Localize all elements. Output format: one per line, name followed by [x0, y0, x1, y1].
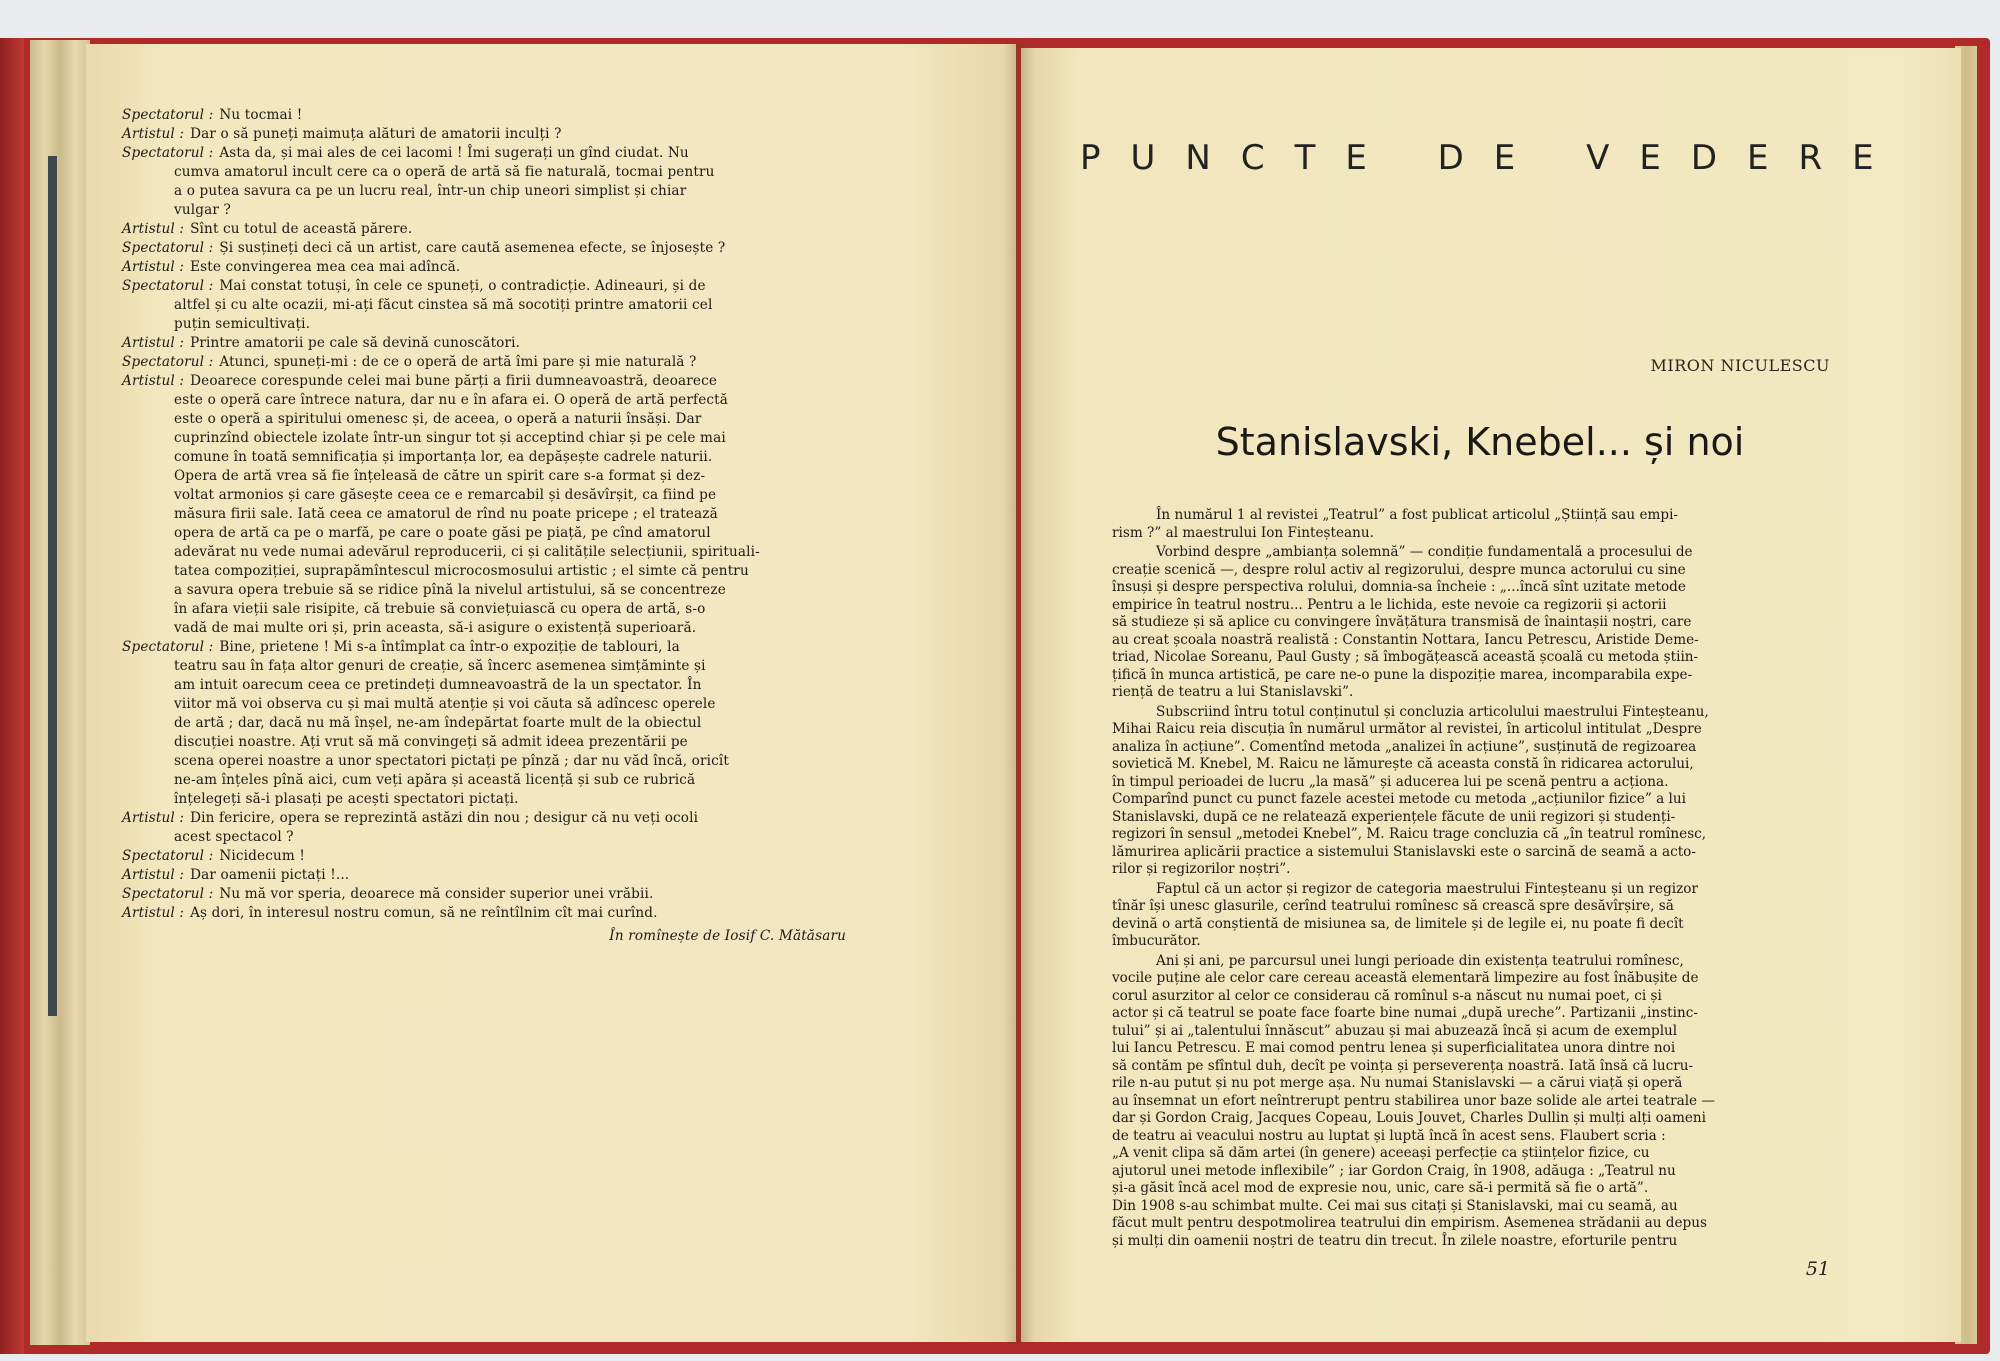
dialogue-line — [122, 258, 852, 277]
dialogue-line-text: puțin semicultivați. — [174, 316, 311, 332]
dialogue-line — [122, 410, 852, 429]
dialogue-line-text: Opera de artă vrea să fie înțeleasă de către un spirit care s-a format și dez- — [174, 468, 706, 484]
article-line: analiza în acțiune”. Comentînd metoda „analizei în acțiune”, susținută de regizoarea — [1112, 738, 1697, 755]
speaker-label: Spectatorul : — [122, 354, 214, 370]
dialogue-line-text: a o putea savura ca pe un lucru real, într-un chip uneori simplist și chiar — [174, 183, 687, 199]
article-line: „A venit clipa să dăm artei (în genere) aceeași perfecție ca științelor fizice, cu — [1112, 1145, 1650, 1161]
dialogue-line-text: de artă ; dar, dacă nu mă înșel, ne-am îndepărtat foarte mult de la obiectul — [174, 715, 702, 731]
article-line: empirice în teatrul nostru... Pentru a le lichida, este nevoie ca regizorii și actorii — [1112, 596, 1667, 613]
dialogue-line-text: scena operei noastre a unor spectatori pictați pe pînză ; dar nu văd încă, oricît — [174, 753, 730, 769]
article-line: ajutorul unei metode inflexibile” ; iar Gordon Craig, în 1908, adăuga : „Teatrul nu — [1112, 1162, 1676, 1179]
dialogue-line-text: cumva amatorul incult cere ca o operă de artă să fie naturală, tocmai pentru — [174, 164, 715, 180]
dialogue-line — [122, 543, 852, 562]
article-line: actor și că teatrul se poate face foarte bine numai „după ureche”. Partizanii „instinc- — [1112, 1005, 1698, 1021]
dialogue-line — [122, 752, 852, 771]
dialogue-line-text: Mai constat totuși, în cele ce spuneți, o contradicție. Adineauri, și de — [219, 278, 706, 294]
article-line: îmbucurător. — [1112, 933, 1201, 949]
page-stack-left — [30, 40, 90, 1345]
dialogue-line-text: Printre amatorii pe cale să devină cunoscători. — [190, 335, 521, 351]
dialogue-line — [122, 638, 852, 657]
dialogue-line — [122, 733, 852, 752]
dialogue-line — [122, 125, 852, 144]
dialogue-line — [122, 809, 852, 828]
dialogue-line-text: înțelegeți să-i plasați pe acești spectatori pictați. — [174, 791, 519, 807]
speaker-label: Artistul : — [122, 905, 185, 921]
article-line: Ani și ani, pe parcursul unei lungi perioade din existența teatrului romînesc, — [1156, 952, 1684, 969]
dialogue-line-text: Din fericire, opera se reprezintă astăzi din nou ; desigur că nu veți ocoli — [190, 810, 699, 826]
article-line: Subscriind întru totul conținutul și concluzia articolului maestrului Finteșteanu, — [1156, 703, 1709, 720]
speaker-label: Artistul : — [122, 221, 185, 237]
dialogue-line-text: adevărat nu vede numai adevărul reproducerii, ci și calitățile selecțiunii, spirituali- — [174, 544, 760, 560]
dialogue-line — [122, 714, 852, 733]
article-line: au creat școala noastră realistă : Constantin Nottara, Iancu Petrescu, Aristide Deme- — [1112, 631, 1699, 648]
dialogue-line-text: voltat armonios și care găsește ceea ce e remarcabil și desăvîrșit, ca fiind pe — [174, 487, 717, 503]
dialogue-line-text: tatea compoziției, suprapămîntescul microcosmosului artistic ; el simte că pentru — [174, 563, 749, 579]
dialogue-line — [122, 201, 852, 220]
dialogue-line-text: Și susțineți deci că un artist, care caută asemenea efecte, se înjosește ? — [219, 240, 726, 256]
article-line: însuși și despre perspectiva rolului, domnia-sa încheie : „...încă sînt uzitate metode — [1112, 579, 1686, 595]
article-line: rilor și regizorilor noștri”. — [1112, 861, 1291, 877]
article-line: regizori în sensul „metodei Knebel”, M. Raicu trage concluzia că „în teatrul romînesc, — [1112, 826, 1707, 842]
dialogue-line — [122, 106, 852, 125]
dialogue-line — [122, 524, 852, 543]
article-line: au însemnat un efort neîntrerupt pentru stabilirea unor baze solide ale artei teatrale — — [1112, 1092, 1716, 1109]
article-line: să studieze și să aplice cu convingere învățătura transmisă de înaintașii noștri, care — [1112, 614, 1692, 630]
article-line: țifică în munca artistică, pe care ne-o pune la dispoziție marea, incomparabila expe- — [1112, 666, 1693, 683]
speaker-label: Spectatorul : — [122, 107, 214, 123]
dialogue-line — [122, 866, 852, 885]
article-line: Din 1908 s-au schimbat multe. Cei mai sus citați și Stanislavski, mai cu seamă, au — [1112, 1197, 1678, 1214]
speaker-label: Spectatorul : — [122, 145, 214, 161]
dialogue-line-text: Este convingerea mea cea mai adîncă. — [190, 259, 461, 275]
dialogue-line — [122, 562, 852, 581]
dialogue-line — [122, 600, 852, 619]
speaker-label: Artistul : — [122, 867, 185, 883]
dialogue-line-text: viitor mă voi observa cu și mai multă atenție și voi căuta să adîncesc operele — [174, 696, 716, 712]
speaker-label: Artistul : — [122, 335, 185, 351]
translation-credit: În romînește de Iosif C. Mătăsaru — [609, 928, 846, 944]
dialogue-line — [122, 467, 852, 486]
dialogue-line — [122, 144, 852, 163]
article-line: creație scenică —, despre rolul activ al regizorului, despre munca actorului cu sine — [1112, 561, 1686, 578]
bookmark-ribbon — [48, 156, 57, 1016]
dialogue-line-text: Nicidecum ! — [219, 848, 305, 864]
dialogue-line — [122, 619, 852, 638]
article-line: Faptul că un actor și regizor de categoria maestrului Finteșteanu și un regizor — [1156, 880, 1698, 897]
dialogue-line — [122, 315, 852, 334]
dialogue-line — [122, 220, 852, 239]
article-line: Vorbind despre „ambianța solemnă” — condiție fundamentală a procesului de — [1156, 544, 1693, 560]
speaker-label: Spectatorul : — [122, 240, 214, 256]
article-paragraph — [1112, 881, 1820, 951]
article-body — [1112, 507, 1820, 1252]
article-line: să contăm pe sfîntul duh, decît pe voința și perseverența noastră. Iată însă că lucru- — [1112, 1057, 1694, 1074]
article-line: Mihai Raicu reia discuția în numărul următor al revistei, în articolul intitulat „Despre — [1112, 721, 1702, 737]
article-line: tînăr își unesc glasurile, cerînd teatrului romînesc să crească spre desăvîrșire, să — [1112, 898, 1674, 914]
dialogue-line — [122, 505, 852, 524]
dialogue-text — [122, 106, 852, 946]
dialogue-line-text: Aș dori, în interesul nostru comun, să ne reîntîlnim cît mai curînd. — [190, 905, 658, 921]
article-line: dar și Gordon Craig, Jacques Copeau, Louis Jouvet, Charles Dullin și mulți alți oameni — [1112, 1110, 1706, 1126]
dialogue-line-text: vadă de mai multe ori și, prin aceasta, să-i asigure o existență superioară. — [174, 620, 697, 636]
dialogue-line-text: în afara vieții sale risipite, că trebuie să conviețuiască cu opera de artă, s-o — [174, 601, 706, 617]
book-gutter — [1004, 44, 1034, 1344]
dialogue-line — [122, 695, 852, 714]
dialogue-line — [122, 372, 852, 391]
dialogue-line — [122, 277, 852, 296]
dialogue-line — [122, 904, 852, 923]
article-line: lămurirea aplicării practice a sistemului Stanislavski este o sarcină de seamă a acto- — [1112, 843, 1696, 860]
section-heading: PUNCTE DE VEDERE — [1080, 138, 1904, 178]
dialogue-line-text: cuprinzînd obiectele izolate într-un singur tot și acceptind chiar și pe cele mai — [174, 430, 726, 446]
article-line: devină o artă conștientă de misiunea sa, de limitele și de legile ei, nu poate fi decît — [1112, 915, 1684, 932]
dialogue-line — [122, 581, 852, 600]
article-line: tului” și ai „talentului înnăscut” abuzau și mai abuzează încă și acum de exemplul — [1112, 1022, 1678, 1039]
dialogue-line-text: opera de artă ca pe o marfă, pe care o poate găsi pe piață, pe cînd amatorul — [174, 525, 711, 541]
dialogue-line-text: comune în toată semnificația și importanța lor, ea depășește cadrele naturii. — [174, 449, 713, 465]
article-title: Stanislavski, Knebel... și noi — [1215, 420, 1745, 464]
dialogue-line — [122, 885, 852, 904]
article-line: rile n-au putut și nu pot merge așa. Nu numai Stanislavski — a cărui viață și operă — [1112, 1075, 1683, 1091]
dialogue-line — [122, 657, 852, 676]
dialogue-line — [122, 239, 852, 258]
speaker-label: Artistul : — [122, 373, 185, 389]
speaker-label: Artistul : — [122, 126, 185, 142]
article-line: În numărul 1 al revistei „Teatrul” a fost publicat articolul „Știință sau empi- — [1156, 507, 1679, 523]
dialogue-line-text: este o operă a spiritului omenesc și, de aceea, o operă a naturii însăși. Dar — [174, 411, 702, 427]
dialogue-line — [122, 182, 852, 201]
speaker-label: Spectatorul : — [122, 278, 214, 294]
speaker-label: Spectatorul : — [122, 886, 214, 902]
dialogue-line-text: discuției noastre. Ați vrut să mă convingeți să admit ideea prezentării pe — [174, 734, 688, 750]
dialogue-line-text: Bine, prietene ! Mi s-a întîmplat ca într-o expoziție de tablouri, la — [219, 639, 680, 655]
dialogue-line-text: teatru sau în fața altor genuri de creație, să încerc asemenea simțăminte și — [174, 658, 706, 674]
dialogue-line-text: Sînt cu totul de această părere. — [190, 221, 413, 237]
dialogue-line — [122, 828, 852, 847]
dialogue-line-text: acest spectacol ? — [174, 829, 294, 845]
article-line: făcut mult pentru despotmolirea teatrului din empirism. Asemenea strădanii au depus — [1112, 1215, 1707, 1231]
article-author: MIRON NICULESCU — [1650, 356, 1830, 375]
dialogue-line — [122, 163, 852, 182]
dialogue-line — [122, 771, 852, 790]
article-line: vocile puține ale celor care cereau această elementară limpezire au fost înăbușite de — [1112, 970, 1699, 986]
article-line: corul asurzitor al celor ce considerau că romînul s-a născut nu numai poet, ci și — [1112, 987, 1662, 1004]
dialogue-line-text: Dar o să puneți maimuța alături de amatorii inculți ? — [190, 126, 562, 142]
dialogue-line-text: măsura firii sale. Iată ceea ce amatorul de rînd nu poate pricepe ; el tratează — [174, 506, 718, 522]
dialogue-line — [122, 391, 852, 410]
dialogue-line-text: am intuit oarecum ceea ce pretindeți dumneavoastră de la un spectator. În — [174, 677, 702, 693]
dialogue-line-text: vulgar ? — [174, 202, 231, 218]
article-line: Comparînd punct cu punct fazele acestei metode cu metoda „acțiunilor fizice” a lui — [1112, 791, 1686, 807]
page-number: 51 — [1805, 1258, 1830, 1280]
dialogue-line-text: Nu mă vor speria, deoarece mă consider superior unei vrăbii. — [219, 886, 654, 902]
dialogue-line — [122, 790, 852, 809]
book-spine-edge — [0, 38, 24, 1354]
dialogue-line-text: Deoarece corespunde celei mai bune părți a firii dumneavoastră, deoarece — [190, 373, 718, 389]
article-line: triad, Nicolae Soreanu, Paul Gusty ; să îmbogățească această școală cu metoda știin- — [1112, 649, 1699, 665]
article-line: lui Iancu Petrescu. E mai comod pentru lenea și superficialitatea unora dintre noi — [1112, 1040, 1676, 1056]
article-line: rism ?” al maestrului Ion Finteșteanu. — [1112, 524, 1374, 541]
article-paragraph — [1112, 953, 1820, 1251]
article-line: riență de teatru a lui Stanislavski”. — [1112, 684, 1354, 700]
dialogue-line-text: Nu tocmai ! — [219, 107, 303, 123]
dialogue-line — [122, 847, 852, 866]
article-paragraph — [1112, 544, 1820, 702]
article-paragraph — [1112, 507, 1820, 542]
dialogue-line — [122, 448, 852, 467]
dialogue-line — [122, 334, 852, 353]
article-line: în timpul perioadei de lucru „la masă” și aducerea lui pe scenă pentru a acționa. — [1112, 773, 1669, 790]
article-line: Stanislavski, după ce ne relatează experiențele făcute de unii regizori și studenți- — [1112, 808, 1676, 825]
dialogue-line-text: a savura opera trebuie să se ridice pînă la nivelul artistului, să se concentreze — [174, 582, 726, 598]
article-line: și mulți din oamenii noștri de teatru din trecut. În zilele noastre, eforturile pentru — [1112, 1232, 1678, 1249]
speaker-label: Artistul : — [122, 810, 185, 826]
article-line: sovietică M. Knebel, M. Raicu ne lămurește că aceasta constă în ridicarea actorului, — [1112, 756, 1694, 772]
speaker-label: Artistul : — [122, 259, 185, 275]
dialogue-line-text: este o operă care întrece natura, dar nu e în afara ei. O operă de artă perfectă — [174, 392, 729, 408]
article-line: și-a găsit încă acel mod de expresie nou, unic, care să-i permită să fie o artă”. — [1112, 1180, 1649, 1196]
dialogue-line — [122, 429, 852, 448]
article-line: de teatru ai veacului nostru au luptat și luptă încă în acest sens. Flaubert scria : — [1112, 1127, 1666, 1144]
dialogue-line-text: altfel și cu alte ocazii, mi-ați făcut cinstea să mă socotiți printre amatorii cel — [174, 297, 713, 313]
dialogue-line-text: Asta da, și mai ales de cei lacomi ! Îmi sugerați un gînd ciudat. Nu — [219, 145, 689, 161]
speaker-label: Spectatorul : — [122, 848, 214, 864]
dialogue-line — [122, 296, 852, 315]
dialogue-line-text: ne-am înțeles pînă aici, cum veți apăra și această licență și sub ce rubrică — [174, 772, 696, 788]
dialogue-line — [122, 676, 852, 695]
dialogue-line-text: Atunci, spuneți-mi : de ce o operă de artă îmi pare și mie naturală ? — [219, 354, 697, 370]
dialogue-line — [122, 353, 852, 372]
article-paragraph — [1112, 704, 1820, 879]
dialogue-line-text: Dar oamenii pictați !... — [190, 867, 350, 883]
speaker-label: Spectatorul : — [122, 639, 214, 655]
dialogue-line — [122, 486, 852, 505]
